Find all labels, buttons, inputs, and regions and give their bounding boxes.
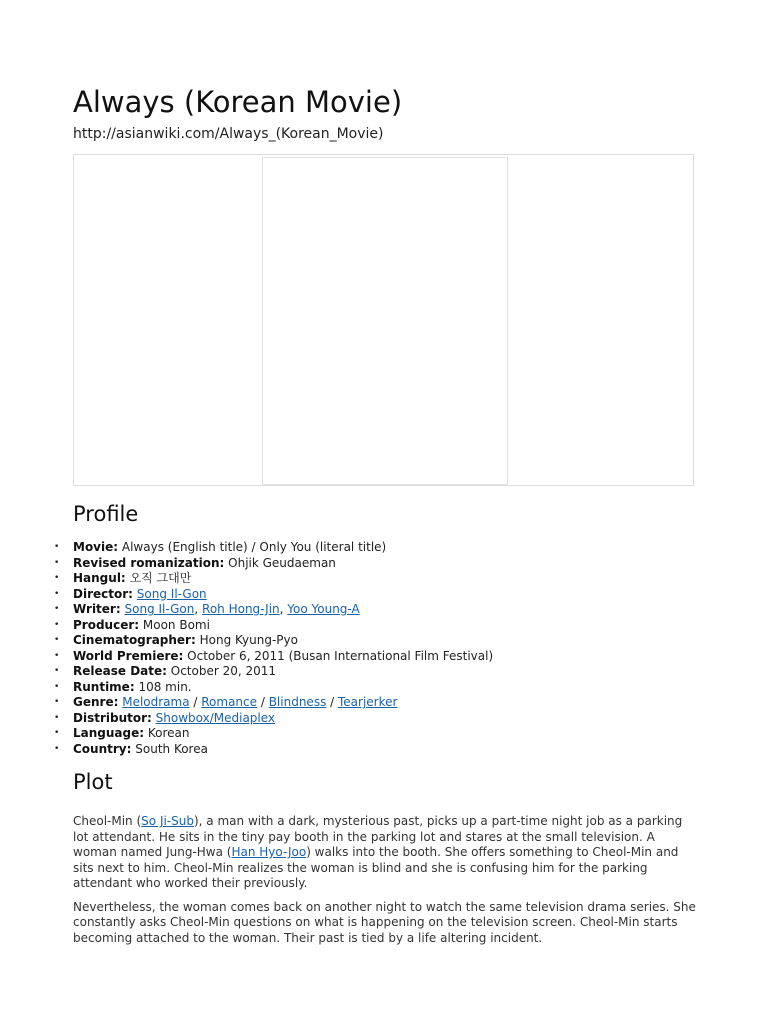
profile-item-writer: • Writer: Song Il-Gon, Roh Hong-Jin, Yoo Young-A xyxy=(73,602,493,618)
profile-label: Producer: xyxy=(73,617,140,632)
profile-value: Korean xyxy=(147,726,190,740)
profile-item-cinematographer xyxy=(73,633,493,649)
plot-text-segment: Cheol-Min ( xyxy=(73,814,142,828)
profile-label: World Premiere: xyxy=(73,648,184,663)
source-url: http://asianwiki.com/Always_(Korean_Movie) xyxy=(73,126,384,142)
writer-link[interactable]: Roh Hong-Jin xyxy=(202,602,280,616)
profile-list xyxy=(73,540,493,757)
profile-label: Distributor: xyxy=(73,710,152,725)
profile-label: Director: xyxy=(73,586,133,601)
profile-value: Hong Kyung-Pyo xyxy=(199,633,298,647)
profile-item-movie xyxy=(73,540,493,556)
page-title: Always (Korean Movie) xyxy=(73,85,403,119)
profile-value: October 20, 2011 xyxy=(170,664,277,678)
profile-item-language xyxy=(73,726,493,742)
profile-label: Movie: xyxy=(73,540,119,554)
profile-value: October 6, 2011 (Busan International Film Festival) xyxy=(187,648,494,663)
profile-value: Always (English title) / Only You (literal title) xyxy=(121,540,387,554)
actor-link-han-hyo-joo[interactable]: Han Hyo-Joo xyxy=(231,845,307,859)
profile-label: Writer: xyxy=(73,602,121,616)
genre-link[interactable]: Romance xyxy=(201,695,258,709)
profile-label: Cinematographer: xyxy=(73,633,196,647)
profile-item-director xyxy=(73,587,493,603)
profile-label: Hangul: xyxy=(73,571,126,585)
profile-value: Ohjik Geudaeman xyxy=(228,555,336,570)
plot-text xyxy=(73,814,696,954)
profile-label: Genre: xyxy=(73,695,119,709)
genre-link[interactable]: Blindness xyxy=(268,695,327,709)
profile-item-country xyxy=(73,742,493,758)
profile-item-genre: • Genre: Melodrama / Romance / Blindness / Tearjerker xyxy=(73,695,493,711)
profile-label: Revised romanization: xyxy=(73,555,225,570)
profile-label: Release Date: xyxy=(73,664,167,678)
profile-label: Country: xyxy=(73,741,132,756)
profile-value: 오직 그대만 xyxy=(129,571,192,585)
profile-item-runtime xyxy=(73,680,493,696)
plot-text-segment: ) walks into the booth. She offers something to Cheol-Min and sits next to him. Cheol-Min realizes the woman is blind and she is confusing him for the parking attendant who worked their previously. xyxy=(73,845,679,890)
plot-text-segment: ), a man with a dark, mysterious past, picks up a part-time night job as a parking lot attendant. He sits in the tiny pay booth in the parking lot and stares at the small television. A woman named Jung-Hwa ( xyxy=(73,814,683,859)
distributor-link[interactable]: Showbox/Mediaplex xyxy=(155,710,276,725)
profile-value: 108 min. xyxy=(138,679,192,694)
profile-heading: Profile xyxy=(73,502,139,526)
writer-link[interactable]: Song Il-Gon xyxy=(124,602,195,616)
profile-item-revised-romanization xyxy=(73,556,493,572)
profile-item-world-premiere xyxy=(73,649,493,665)
profile-item-release-date xyxy=(73,664,493,680)
genre-link[interactable]: Melodrama xyxy=(122,695,190,709)
profile-item-hangul xyxy=(73,571,493,587)
plot-paragraph xyxy=(73,814,696,892)
profile-item-producer xyxy=(73,618,493,634)
genre-link[interactable]: Tearjerker xyxy=(338,695,398,709)
profile-value: South Korea xyxy=(135,741,208,756)
plot-paragraph: Nevertheless, the woman comes back on another night to watch the same television drama series. She constantly asks Cheol-Min questions on what is happening on the television screen. Cheol-Min starts becoming attached to the woman. Their past is tied by a life altering incident. xyxy=(73,899,696,945)
profile-item-distributor xyxy=(73,711,493,727)
profile-value: Moon Bomi xyxy=(142,617,210,632)
movie-poster[interactable] xyxy=(262,157,508,485)
image-frame xyxy=(73,154,694,486)
director-link[interactable]: Song Il-Gon xyxy=(136,586,207,601)
writer-link[interactable]: Yoo Young-A xyxy=(287,602,360,616)
profile-label: Language: xyxy=(73,726,145,740)
profile-label: Runtime: xyxy=(73,679,135,694)
plot-heading: Plot xyxy=(73,770,113,794)
actor-link-so-ji-sub[interactable]: So Ji-Sub xyxy=(141,814,194,828)
